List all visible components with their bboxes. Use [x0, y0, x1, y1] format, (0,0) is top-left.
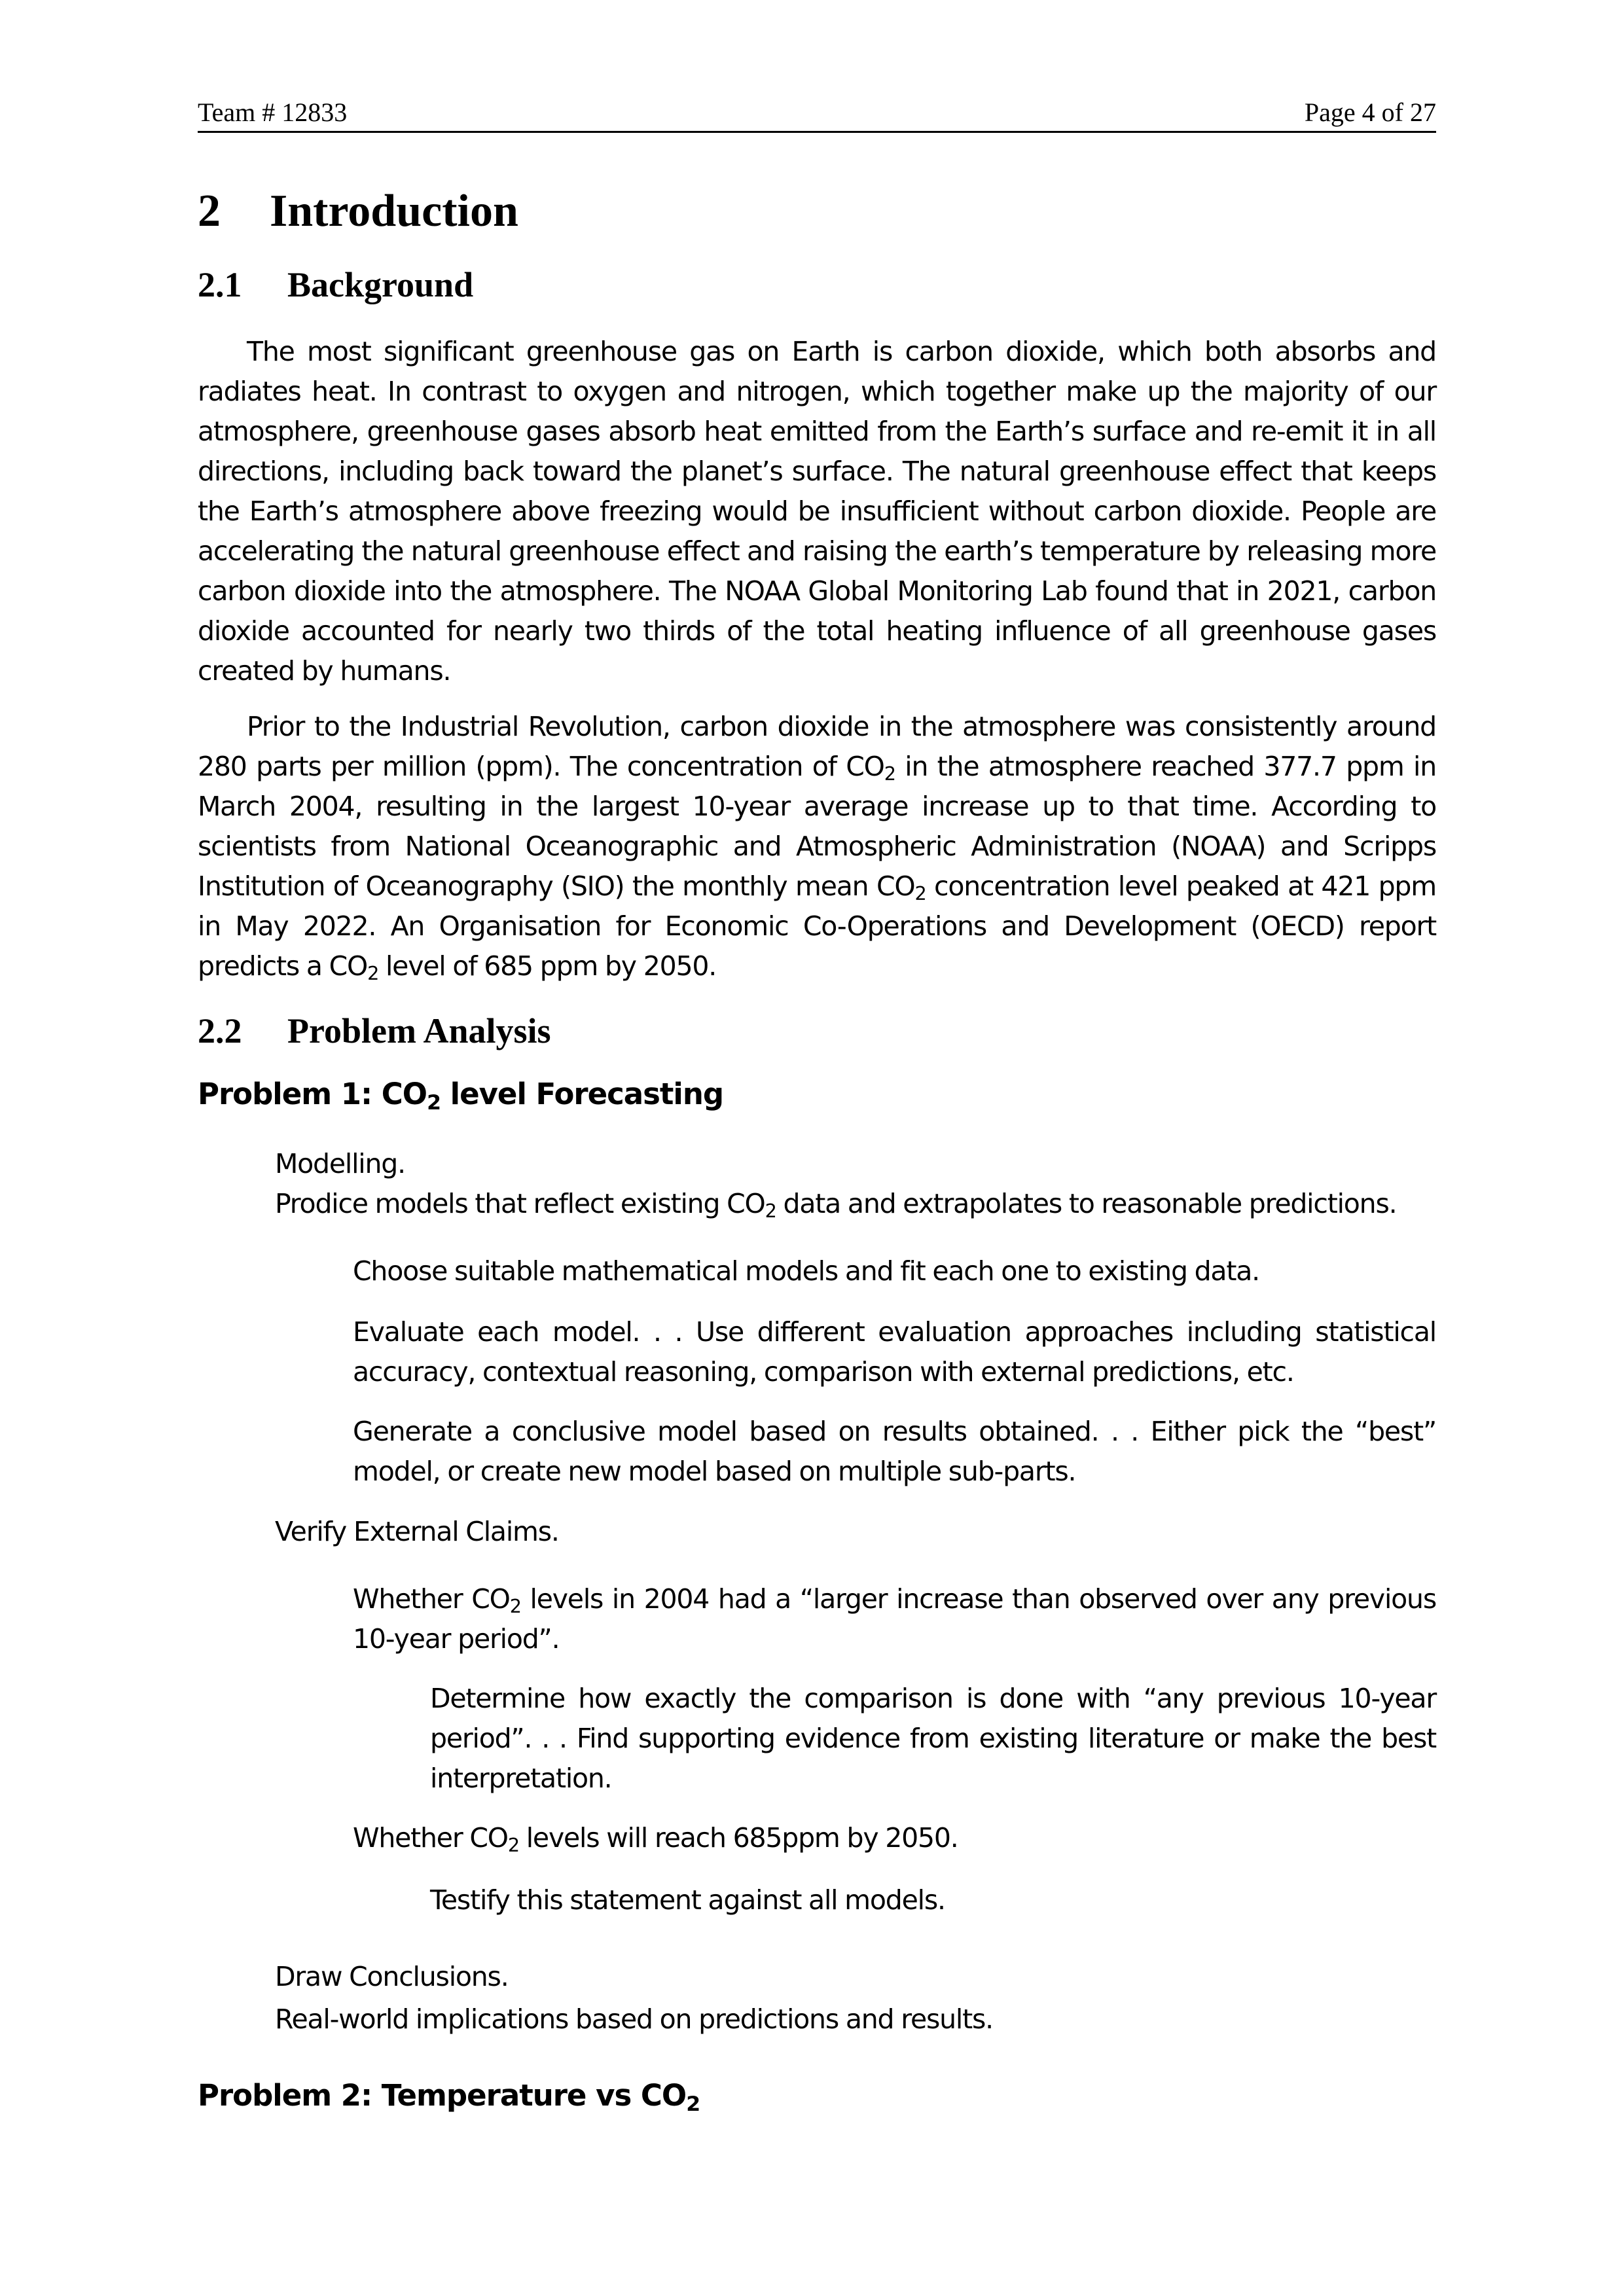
modelling-step-2: Evaluate each model. . . Use different evaluation approaches including statistical accuracy, contextual reasoning, comparison with external predictions, etc. — [353, 1316, 1436, 1388]
section-number: 2 — [198, 186, 221, 236]
team-number: Team # 12833 — [198, 98, 348, 127]
claim-1-detail: Determine how exactly the comparison is done with “any previous 10-year period”. . . Find supporting evidence from existing literature or make the best interpretation. — [430, 1683, 1436, 1794]
modelling-heading: Modelling. — [275, 1148, 405, 1179]
subscript: 2 — [509, 1595, 521, 1618]
subscript: 2 — [765, 1200, 776, 1223]
text-segment: Prodice models that reflect existing CO — [275, 1188, 765, 1219]
text-segment: levels in 2004 had a “larger increase than observed over any previous 10-year period”. — [353, 1583, 1436, 1655]
text-segment: Problem 2: Temperature vs CO — [198, 2078, 687, 2113]
modelling-description — [275, 1184, 1436, 1224]
text-segment: level Forecasting — [440, 1077, 724, 1111]
conclusions-description: Real-world implications based on predictions and results. — [275, 2003, 993, 2035]
modelling-step-1: Choose suitable mathematical models and fit each one to existing data. — [353, 1255, 1259, 1287]
claim-2 — [353, 1818, 1436, 1858]
background-paragraph-1: The most significant greenhouse gas on Earth is carbon dioxide, which both absorbs and radiates heat. In contrast to oxygen and nitrogen, which together make up the majority of our atmosphere, greenhouse gases absorb heat emitted from the Earth’s surface and re-emit it in all directions, including back toward the planet’s surface. The natural greenhouse effect that keeps the Earth’s atmosphere above freezing would be insufficient without carbon dioxide. People are accelerating the natural greenhouse effect and raising the earth’s temperature by releasing more carbon dioxide into the atmosphere. The NOAA Global Monitoring Lab found that in 2021, carbon dioxide accounted for nearly two thirds of the total heating influence of all greenhouse gases created by humans. — [198, 336, 1436, 687]
claim-2-detail: Testify this statement against all models. — [430, 1884, 945, 1916]
problem-1-title — [198, 1077, 724, 1115]
text-segment: data and extrapolates to reasonable predictions. — [776, 1188, 1397, 1219]
text-segment: concentration level peaked at 421 ppm in May 2022. An Organisation for Economic Co-Operations and Development (OECD) report predicts a CO — [198, 870, 1436, 982]
header-divider — [198, 131, 1436, 133]
text-segment: Prior to the Industrial Revolution, carbon dioxide in the atmosphere was consistently around 280 parts per million (ppm). The concentration of CO — [198, 711, 1436, 782]
problem-2-title — [198, 2078, 700, 2116]
text-segment: Whether CO — [353, 1822, 508, 1854]
text-segment: levels will reach 685ppm by 2050. — [518, 1822, 958, 1854]
claim-1 — [353, 1579, 1436, 1659]
text-segment: level of 685 ppm by 2050. — [378, 950, 717, 982]
subscript: 2 — [686, 2092, 700, 2116]
page-number: Page 4 of 27 — [1304, 98, 1436, 127]
text-segment: Whether CO — [353, 1583, 510, 1615]
subsection-number: 2.2 — [198, 1011, 242, 1050]
subsection-title-background — [198, 264, 473, 305]
subsection-title-problem-analysis — [198, 1011, 551, 1051]
subscript: 2 — [427, 1090, 441, 1115]
subsection-title-text: Problem Analysis — [287, 1011, 551, 1050]
subsection-number: 2.1 — [198, 265, 242, 304]
text-segment: Problem 1: CO — [198, 1077, 427, 1111]
section-title-text: Introduction — [270, 186, 518, 236]
subscript: 2 — [884, 762, 895, 785]
page-header — [198, 97, 1436, 136]
conclusions-heading: Draw Conclusions. — [275, 1961, 509, 1992]
subscript: 2 — [914, 882, 926, 905]
section-title — [198, 185, 518, 238]
subscript: 2 — [367, 962, 379, 985]
subsection-title-text: Background — [287, 265, 474, 304]
text-segment: in the atmosphere reached 377.7 ppm in March 2004, resulting in the largest 10-year average increase up to that time. According to scientists from National Oceanographic and Atmospheric Administration (NOAA) and Scripps Institution of Oceanography (SIO) the monthly mean CO — [198, 751, 1437, 902]
modelling-step-3: Generate a conclusive model based on results obtained. . . Either pick the “best” model, or create new model based on multiple sub-parts. — [353, 1416, 1436, 1487]
background-paragraph-2 — [198, 707, 1436, 986]
subscript: 2 — [507, 1834, 519, 1857]
verify-heading: Verify External Claims. — [275, 1516, 559, 1547]
